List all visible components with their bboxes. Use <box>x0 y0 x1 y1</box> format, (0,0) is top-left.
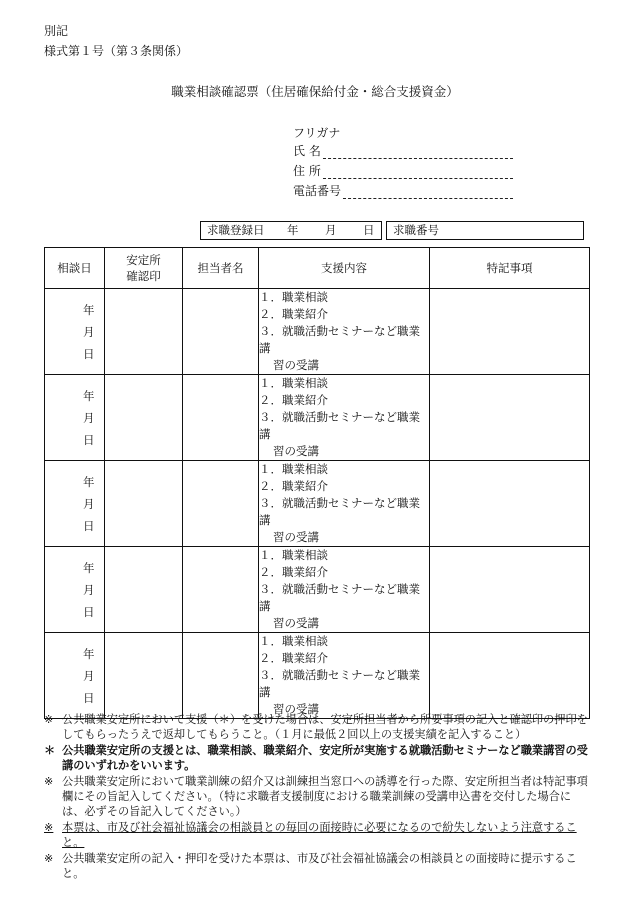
phone-line <box>343 188 513 199</box>
support-cell[interactable]: １．職業相談 ２．職業紹介 ３．就職活動セミナーなど職業講 習の受講 <box>259 633 430 719</box>
table-row <box>45 633 590 719</box>
date-cell[interactable]: 年 月 日 <box>45 289 105 375</box>
name-label: 氏 名 <box>293 144 321 158</box>
support-cell[interactable]: １．職業相談 ２．職業紹介 ３．就職活動セミナーなど職業講 習の受講 <box>259 289 430 375</box>
note-item: ※ 本票は、市及び社会福祉協議会の相談員との毎回の面接時に必要になるので紛失しないよう注意すること。 <box>44 821 577 849</box>
note-item: ※ 公共職業安定所において支援（＊）を受けた場合は、安定所担当者から所要事項の記入と確認印の押印をしてもらったうえで返却してもらうこと。（１月に最低２回以上の支援実績を記入すること） <box>44 713 588 741</box>
page-title: 職業相談確認票（住居確保給付金・総合支援資金） <box>171 84 459 99</box>
notes-cell[interactable] <box>430 289 590 375</box>
registration-month: 月 <box>325 223 337 237</box>
stamp-cell[interactable] <box>105 461 183 547</box>
registration-date-label: 求職登録日 <box>207 223 265 237</box>
form-annex-label: 別記 <box>44 24 69 38</box>
table-row <box>45 289 590 375</box>
job-seeker-number-label: 求職番号 <box>393 223 439 237</box>
staff-cell[interactable] <box>183 461 259 547</box>
staff-cell[interactable] <box>183 289 259 375</box>
address-label: 住 所 <box>293 164 321 178</box>
support-cell[interactable]: １．職業相談 ２．職業紹介 ３．就職活動セミナーなど職業講 習の受講 <box>259 461 430 547</box>
notes-cell[interactable] <box>430 461 590 547</box>
registration-date-box[interactable] <box>200 221 382 240</box>
date-cell[interactable]: 年 月 日 <box>45 375 105 461</box>
registration-year: 年 <box>287 223 299 237</box>
support-cell[interactable]: １．職業相談 ２．職業紹介 ３．就職活動セミナーなど職業講 習の受講 <box>259 547 430 633</box>
address-line <box>323 168 513 179</box>
notes-section <box>44 712 589 882</box>
notes-cell[interactable] <box>430 547 590 633</box>
support-cell[interactable]: １．職業相談 ２．職業紹介 ３．就職活動セミナーなど職業講 習の受講 <box>259 375 430 461</box>
stamp-cell[interactable] <box>105 633 183 719</box>
table-row <box>45 547 590 633</box>
note-item: ※ 公共職業安定所において職業訓練の紹介又は訓練担当窓口への誘導を行った際、安定所担当者は特記事項欄にその旨記入してください。（特に求職者支援制度における職業訓練の受講申込書を交付した場合には、必ずその旨記入してください。） <box>44 775 588 818</box>
note-item: ※ 公共職業安定所の記入・押印を受けた本票は、市及び社会福祉協議会の相談員との面接時に提示すること。 <box>44 852 577 880</box>
stamp-cell[interactable] <box>105 547 183 633</box>
col-header-stamp: 安定所 確認印 <box>105 248 183 289</box>
note-item: ＊ 公共職業安定所の支援とは、職業相談、職業紹介、安定所が実施する就職活動セミナーなど職業講習の受講のいずれかをいいます。 <box>44 743 588 772</box>
staff-cell[interactable] <box>183 633 259 719</box>
form-number: 様式第１号（第３条関係） <box>44 44 189 58</box>
date-cell[interactable]: 年 月 日 <box>45 547 105 633</box>
notes-cell[interactable] <box>430 633 590 719</box>
col-header-notes: 特記事項 <box>430 248 590 289</box>
phone-label: 電話番号 <box>293 184 342 198</box>
table-header-row <box>45 248 590 289</box>
stamp-cell[interactable] <box>105 289 183 375</box>
col-header-support: 支援内容 <box>259 248 430 289</box>
staff-cell[interactable] <box>183 375 259 461</box>
stamp-cell[interactable] <box>105 375 183 461</box>
table-row <box>45 461 590 547</box>
col-header-date: 相談日 <box>45 248 105 289</box>
registration-day: 日 <box>363 223 375 237</box>
table-row <box>45 375 590 461</box>
job-seeker-number-box[interactable] <box>386 221 584 240</box>
date-cell[interactable]: 年 月 日 <box>45 633 105 719</box>
furigana-label: フリガナ <box>293 126 341 140</box>
consultation-table <box>44 247 590 719</box>
staff-cell[interactable] <box>183 547 259 633</box>
date-cell[interactable]: 年 月 日 <box>45 461 105 547</box>
name-line <box>323 148 513 159</box>
col-header-staff: 担当者名 <box>183 248 259 289</box>
notes-cell[interactable] <box>430 375 590 461</box>
